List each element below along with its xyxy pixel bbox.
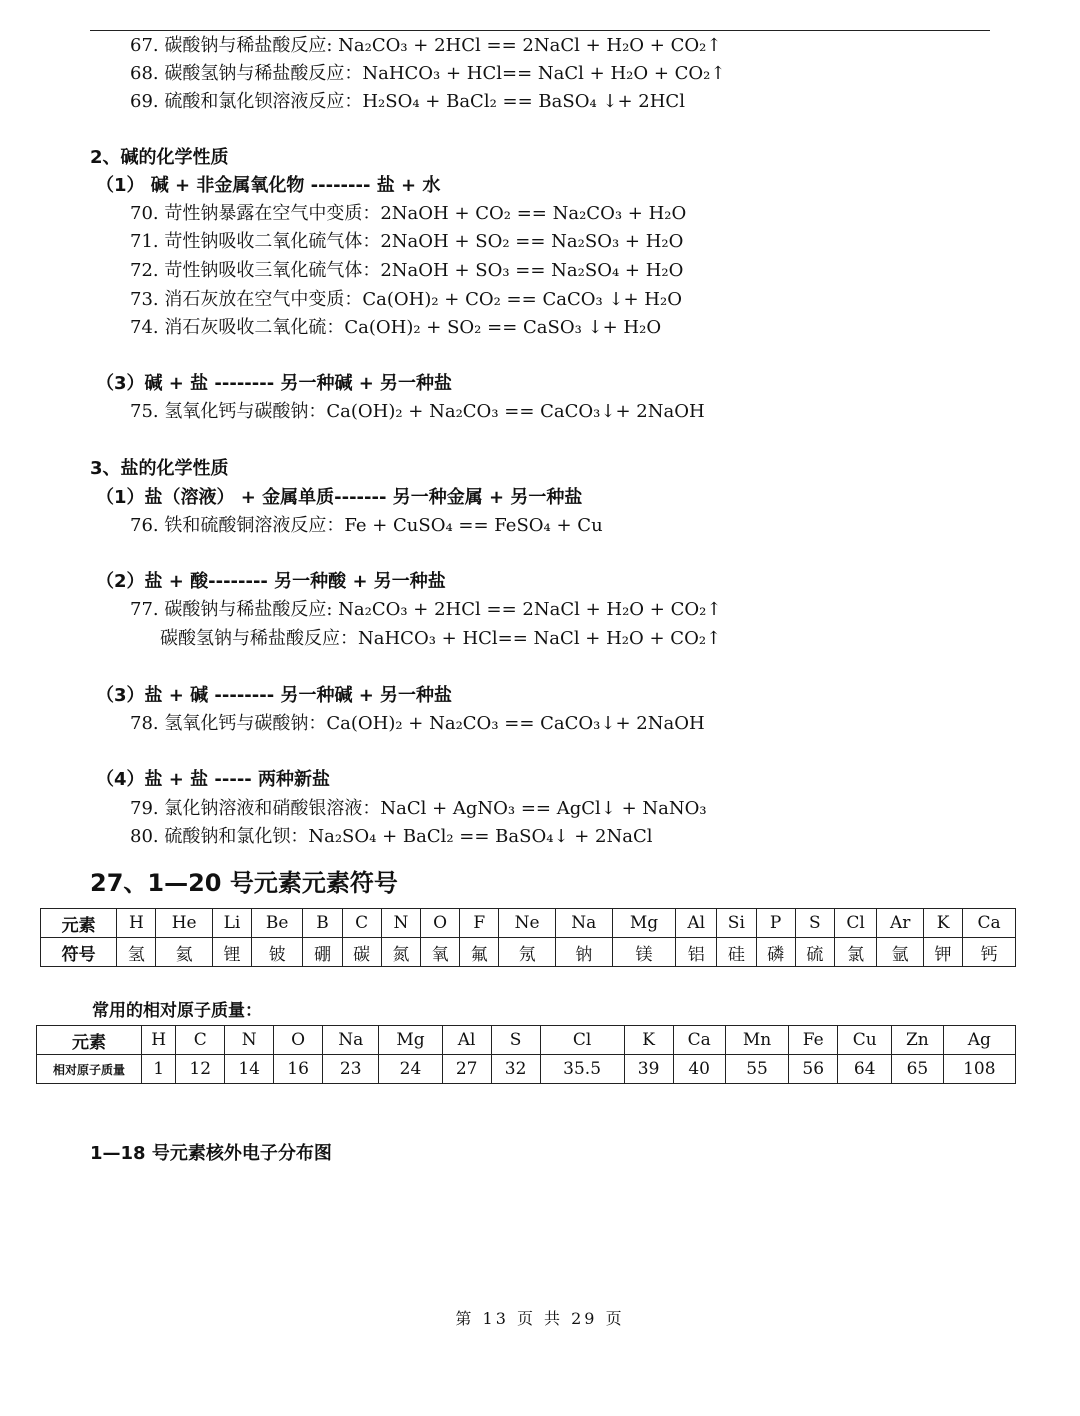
symbol-row — [41, 909, 1016, 938]
reaction-equation: 74. 消石灰吸收二氧化硫：Ca(OH)₂ + SO₂ == CaSO₃ ↓+ H₂O — [130, 317, 662, 338]
element-name-cell: 磷 — [756, 938, 795, 967]
element-name-cell: 碳 — [342, 938, 381, 967]
element-name-cell: 钠 — [555, 938, 612, 967]
reaction-equation: 71. 苛性钠吸收二氧化硫气体：2NaOH + SO₂ == Na₂SO₃ + H₂O — [130, 231, 684, 252]
row-label: 符号 — [41, 938, 117, 967]
element-name-cell: 氖 — [499, 938, 556, 967]
reaction-equation: 75. 氢氧化钙与碳酸钠：Ca(OH)₂ + Na₂CO₃ == CaCO₃↓+ 2NaOH — [130, 401, 705, 422]
reaction-equation: 80. 硫酸钠和氯化钡：Na₂SO₄ + BaCl₂ == BaSO₄↓ + 2NaCl — [130, 826, 653, 847]
element-symbol-cell: O — [420, 909, 459, 938]
reaction-equation: 70. 苛性钠暴露在空气中变质：2NaOH + CO₂ == Na₂CO₃ + H₂O — [130, 203, 687, 224]
mass-element-cell: S — [491, 1026, 540, 1055]
mass-element-cell: Mg — [379, 1026, 442, 1055]
reaction-equation: 67. 碳酸钠与稀盐酸反应: Na₂CO₃ + 2HCl == 2NaCl + H₂O + CO₂↑ — [130, 35, 722, 56]
section-title: 27、1—20 号元素元素符号 — [90, 869, 398, 897]
element-name-cell: 氦 — [156, 938, 212, 967]
element-name-cell: 铍 — [252, 938, 303, 967]
element-symbol-cell: S — [795, 909, 834, 938]
element-symbol-cell: K — [923, 909, 962, 938]
mass-element-cell: Zn — [892, 1026, 943, 1055]
element-name-cell: 钙 — [963, 938, 1016, 967]
reaction-equation: 73. 消石灰放在空气中变质：Ca(OH)₂ + CO₂ == CaCO₃ ↓+ H₂O — [130, 289, 682, 310]
reaction-equation: 72. 苛性钠吸收三氧化硫气体：2NaOH + SO₃ == Na₂SO₄ + H₂O — [130, 260, 684, 281]
section-heading: （3）碱 + 盐 -------- 另一种碱 + 另一种盐 — [96, 373, 453, 394]
element-name-cell: 锂 — [212, 938, 251, 967]
row-label: 元素 — [41, 909, 117, 938]
mass-value-cell: 32 — [491, 1055, 540, 1084]
section-heading: （2）盐 + 酸-------- 另一种酸 + 另一种盐 — [96, 571, 446, 592]
mass-element-cell: H — [142, 1026, 176, 1055]
mass-value-row — [37, 1055, 1016, 1084]
mass-value-cell: 65 — [892, 1055, 943, 1084]
element-name-cell: 氯 — [834, 938, 876, 967]
element-name-cell: 镁 — [612, 938, 676, 967]
row-label: 相对原子质量 — [37, 1055, 142, 1084]
mass-element-cell: K — [624, 1026, 673, 1055]
mass-value-cell: 40 — [673, 1055, 725, 1084]
mass-element-cell: O — [274, 1026, 323, 1055]
element-symbol-cell: Cl — [834, 909, 876, 938]
element-name-cell: 氩 — [877, 938, 924, 967]
element-symbol-cell: F — [460, 909, 499, 938]
element-symbol-cell: Si — [717, 909, 756, 938]
mass-value-cell: 16 — [274, 1055, 323, 1084]
page-footer: 第 13 页 共 29 页 — [455, 1309, 625, 1328]
element-symbol-cell: Mg — [612, 909, 676, 938]
mass-element-cell: C — [176, 1026, 225, 1055]
element-name-cell: 硼 — [303, 938, 342, 967]
mass-value-cell: 14 — [225, 1055, 274, 1084]
section-heading: （4）盐 + 盐 ----- 两种新盐 — [96, 769, 331, 790]
mass-value-cell: 64 — [838, 1055, 892, 1084]
section-heading: 2、碱的化学性质 — [90, 147, 229, 168]
mass-value-cell: 27 — [442, 1055, 491, 1084]
element-symbol-cell: Ar — [877, 909, 924, 938]
mass-table-title: 常用的相对原子质量： — [92, 1001, 262, 1021]
mass-value-cell: 12 — [176, 1055, 225, 1084]
reaction-equation: 68. 碳酸氢钠与稀盐酸反应：NaHCO₃ + HCl== NaCl + H₂O + CO₂↑ — [130, 63, 726, 84]
element-symbol-cell: Na — [555, 909, 612, 938]
element-name-cell: 硫 — [795, 938, 834, 967]
mass-element-cell: Al — [442, 1026, 491, 1055]
section-heading: （1）盐（溶液） + 金属单质------- 另一种金属 + 另一种盐 — [96, 487, 583, 508]
element-symbol-cell: Al — [676, 909, 717, 938]
element-name-cell: 铝 — [676, 938, 717, 967]
element-symbol-cell: N — [381, 909, 420, 938]
section-heading: 3、盐的化学性质 — [90, 458, 229, 479]
element-symbol-cell: Li — [212, 909, 251, 938]
element-name-cell: 氟 — [460, 938, 499, 967]
mass-value-cell: 56 — [789, 1055, 838, 1084]
atomic-mass-table — [36, 1025, 1016, 1084]
element-symbol-cell: H — [117, 909, 156, 938]
element-name-cell: 钾 — [923, 938, 962, 967]
reaction-equation: 76. 铁和硫酸铜溶液反应：Fe + CuSO₄ == FeSO₄ + Cu — [130, 515, 603, 536]
electron-diagram-title: 1—18 号元素核外电子分布图 — [90, 1143, 332, 1164]
reaction-equation: 77. 碳酸钠与稀盐酸反应: Na₂CO₃ + 2HCl == 2NaCl + H₂O + CO₂↑ — [130, 599, 722, 620]
reaction-equation: 69. 硫酸和氯化钡溶液反应：H₂SO₄ + BaCl₂ == BaSO₄ ↓+ 2HCl — [130, 91, 685, 112]
mass-element-cell: Fe — [789, 1026, 838, 1055]
mass-element-cell: Ag — [943, 1026, 1015, 1055]
mass-value-cell: 23 — [323, 1055, 379, 1084]
element-symbol-cell: C — [342, 909, 381, 938]
element-symbol-cell: B — [303, 909, 342, 938]
element-name-cell: 氢 — [117, 938, 156, 967]
row-label: 元素 — [37, 1026, 142, 1055]
element-symbol-cell: P — [756, 909, 795, 938]
section-heading: （1） 碱 + 非金属氧化物 -------- 盐 + 水 — [96, 175, 441, 196]
section-heading: （3）盐 + 碱 -------- 另一种碱 + 另一种盐 — [96, 685, 453, 706]
mass-value-cell: 35.5 — [540, 1055, 624, 1084]
element-symbol-cell: Be — [252, 909, 303, 938]
reaction-equation: 79. 氯化钠溶液和硝酸银溶液：NaCl + AgNO₃ == AgCl↓ + NaNO₃ — [130, 798, 707, 819]
reaction-equation: 碳酸氢钠与稀盐酸反应：NaHCO₃ + HCl== NaCl + H₂O + CO₂↑ — [160, 628, 722, 649]
mass-element-cell: Ca — [673, 1026, 725, 1055]
element-symbol-cell: He — [156, 909, 212, 938]
name-row — [41, 938, 1016, 967]
mass-value-cell: 39 — [624, 1055, 673, 1084]
element-name-cell: 硅 — [717, 938, 756, 967]
mass-element-cell: Cu — [838, 1026, 892, 1055]
element-name-cell: 氧 — [420, 938, 459, 967]
mass-element-row — [37, 1026, 1016, 1055]
mass-element-cell: N — [225, 1026, 274, 1055]
element-symbol-cell: Ne — [499, 909, 556, 938]
mass-element-cell: Cl — [540, 1026, 624, 1055]
mass-value-cell: 24 — [379, 1055, 442, 1084]
mass-value-cell: 55 — [725, 1055, 788, 1084]
element-symbol-table — [40, 908, 1016, 967]
reaction-equation: 78. 氢氧化钙与碳酸钠：Ca(OH)₂ + Na₂CO₃ == CaCO₃↓+ 2NaOH — [130, 713, 705, 734]
element-symbol-cell: Ca — [963, 909, 1016, 938]
top-rule — [90, 30, 990, 31]
mass-value-cell: 1 — [142, 1055, 176, 1084]
mass-element-cell: Mn — [725, 1026, 788, 1055]
mass-value-cell: 108 — [943, 1055, 1015, 1084]
mass-element-cell: Na — [323, 1026, 379, 1055]
element-name-cell: 氮 — [381, 938, 420, 967]
